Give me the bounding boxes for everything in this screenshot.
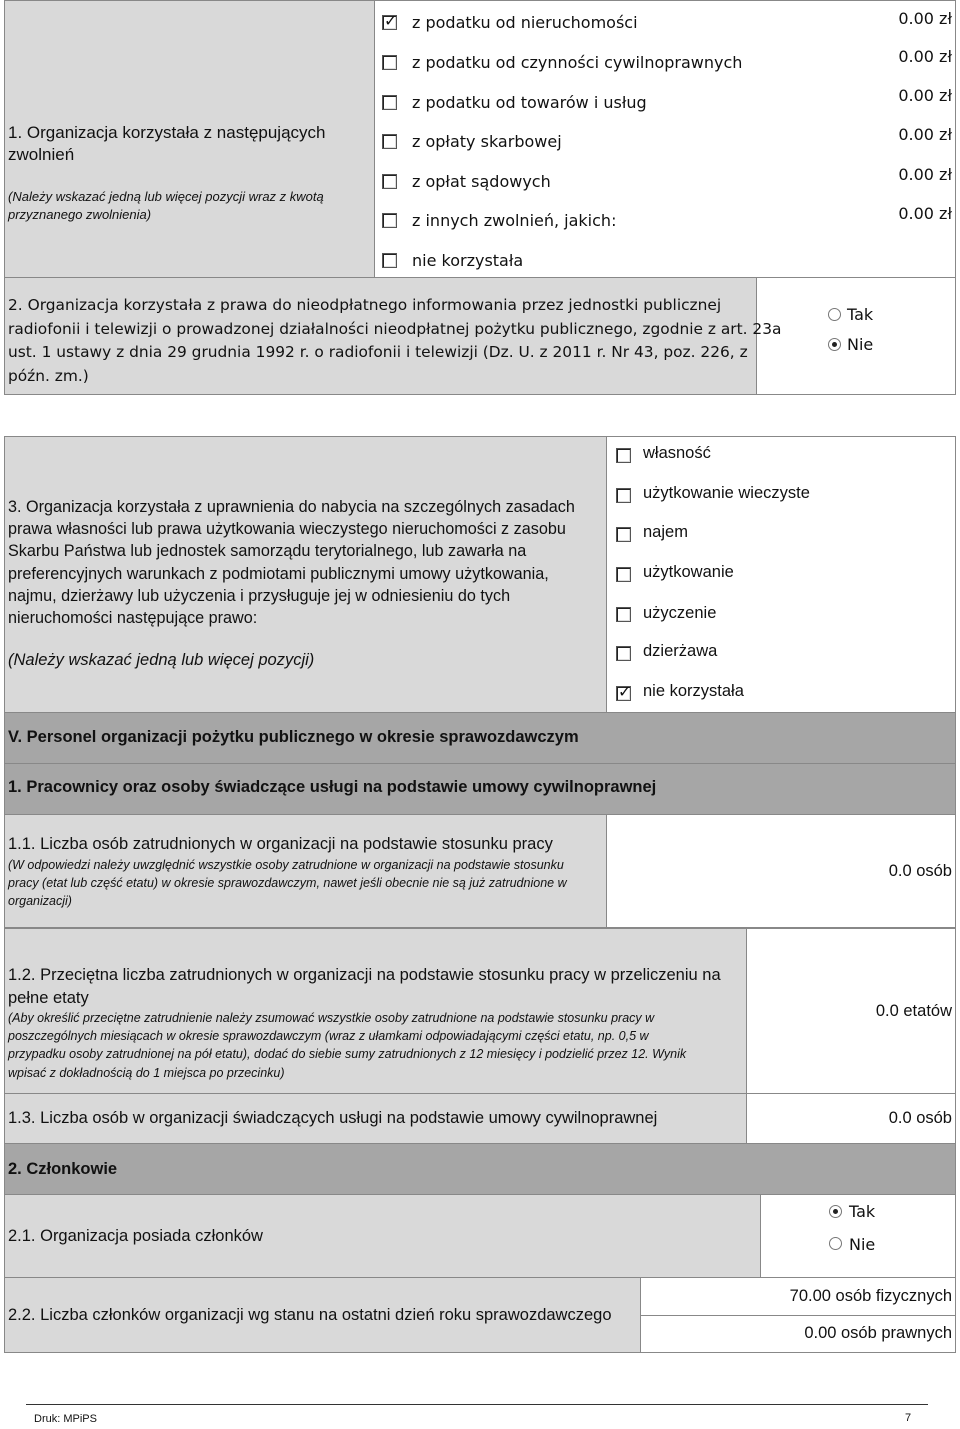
item11-note: (W odpowiedzi należy uwzględnić wszystkie osoby zatrudnione w organizacji na podstawie stosunku pracy (etat lub część etatu) w okresie sprawozdawczym, nawet jeśli obecnie nie są już zatrudnione w organizacji) bbox=[8, 858, 567, 908]
radio-selected-dot bbox=[832, 342, 837, 347]
checkbox[interactable] bbox=[382, 253, 397, 268]
item22-title: 2.2. Liczba członków organizacji wg stanu na ostatni dzień roku sprawozdawczego bbox=[8, 1306, 612, 1324]
item12-title: 1.2. Przeciętna liczba zatrudnionych w organizacji na podstawie stosunku pracy w przeliczeniu na pełne etaty bbox=[8, 966, 721, 1007]
radio-selected-dot bbox=[833, 1209, 838, 1214]
members-legal-value: 0.00 osób prawnych bbox=[804, 1324, 952, 1342]
radio-label: Nie bbox=[847, 335, 874, 354]
item22-divider bbox=[640, 1315, 956, 1316]
option-label: użytkowanie bbox=[643, 563, 734, 581]
item11-title: 1.1. Liczba osób zatrudnionych w organizacji na podstawie stosunku pracy bbox=[8, 835, 553, 853]
members-physical-value: 70.00 osób fizycznych bbox=[789, 1287, 952, 1305]
footer-print-label: Druk: MPiPS bbox=[34, 1413, 97, 1425]
amount-value: 0.00 zł bbox=[898, 165, 952, 184]
checkbox[interactable] bbox=[616, 646, 631, 661]
fte-value: 0.0 etatów bbox=[875, 1002, 952, 1020]
option-label: dzierżawa bbox=[643, 642, 718, 660]
radio-label: Tak bbox=[849, 1202, 876, 1221]
amount-value: 0.00 zł bbox=[898, 47, 952, 66]
option-label: nie korzystała bbox=[643, 682, 744, 700]
option-label: nie korzystała bbox=[412, 251, 524, 270]
amount-value: 0.00 zł bbox=[898, 125, 952, 144]
amount-value: 0.00 zł bbox=[898, 9, 952, 28]
section2-text: 2. Organizacja korzystała z prawa do nieodpłatnego informowania przez jednostki publicznej radiofonii i telewizji o prowadzonej działalności nieodpłatnej pożytku publicznego, zgodnie z art. 23a ust. 1 ustawy z dnia 29 grudnia 1992 r. o radiofonii i telewizji (Dz. U. z 2011 r. Nr 43, poz. 226, z późn. zm.) bbox=[8, 296, 782, 385]
checkbox[interactable] bbox=[382, 213, 397, 228]
checkmark-icon: ✓ bbox=[618, 682, 632, 701]
item21-title: 2.1. Organizacja posiada członków bbox=[8, 1227, 263, 1245]
subsection2-title: 2. Członkowie bbox=[8, 1160, 118, 1178]
checkbox[interactable] bbox=[382, 134, 397, 149]
radio-button[interactable] bbox=[829, 1237, 842, 1250]
checkmark-icon: ✓ bbox=[384, 11, 398, 30]
checkbox[interactable] bbox=[616, 527, 631, 542]
section1-note: (Należy wskazać jedną lub więcej pozycji wraz z kwotą przyznanego zwolnienia) bbox=[8, 189, 324, 222]
checkbox[interactable] bbox=[382, 55, 397, 70]
option-label: z podatku od towarów i usług bbox=[412, 93, 647, 112]
option-label: własność bbox=[643, 444, 711, 462]
checkbox[interactable] bbox=[616, 567, 631, 582]
option-label: z podatku od czynności cywilnoprawnych bbox=[412, 53, 743, 72]
checkbox[interactable] bbox=[616, 448, 631, 463]
employees-count-value: 0.0 osób bbox=[888, 862, 952, 880]
checkbox[interactable] bbox=[616, 488, 631, 503]
option-label: z podatku od nieruchomości bbox=[412, 13, 638, 32]
item13-title: 1.3. Liczba osób w organizacji świadczących usługi na podstawie umowy cywilnoprawnej bbox=[8, 1109, 658, 1127]
checkbox[interactable] bbox=[382, 95, 397, 110]
civil-contract-count-value: 0.0 osób bbox=[888, 1109, 952, 1127]
option-label: z innych zwolnień, jakich: bbox=[412, 211, 617, 230]
radio-button[interactable] bbox=[829, 1205, 842, 1218]
checkbox[interactable] bbox=[382, 11, 398, 30]
checkbox[interactable] bbox=[382, 174, 397, 189]
amount-value: 0.00 zł bbox=[898, 204, 952, 223]
radio-label: Nie bbox=[849, 1235, 876, 1254]
radio-label: Tak bbox=[847, 305, 874, 324]
option-label: z opłaty skarbowej bbox=[412, 132, 562, 151]
option-label: z opłat sądowych bbox=[412, 172, 551, 191]
section3-text: 3. Organizacja korzystała z uprawnienia do nabycia na szczególnych zasadach prawa własności lub prawa użytkowania wieczystego nieruchomości z zasobu Skarbu Państwa lub jednostek samorządu terytorialnego, lub zawarła na preferencyjnych warunkach z podmiotami publicznymi umowy użytkowania, najmu, dzierżawy lub użyczenia i przysługuje jej w odniesieniu do tych nieruchomości następujące prawo: bbox=[8, 498, 575, 628]
radio-button[interactable] bbox=[828, 338, 841, 351]
checkbox[interactable] bbox=[616, 607, 631, 622]
option-label: użyczenie bbox=[643, 604, 717, 622]
section3-note: (Należy wskazać jedną lub więcej pozycji) bbox=[8, 651, 315, 669]
checkbox[interactable] bbox=[616, 682, 632, 701]
item12-note: (Aby określić przeciętne zatrudnienie należy zsumować wszystkie osoby zatrudnione na podstawie stosunku pracy w poszczególnych miesiącach w okresie sprawozdawczym (wraz z ułamkami odpowiadającymi części etatu, np. 0,5 w przypadku osoby zatrudnionej na pół etatu), dodać do siebie sumy zatrudnionych z 12 miesięcy i podzielić przez 12. Wynik wpisać z dokładnością do 1 miejsca po przecinku) bbox=[8, 1011, 687, 1080]
radio-button[interactable] bbox=[828, 308, 841, 321]
subsection1-title: 1. Pracownicy oraz osoby świadczące usługi na podstawie umowy cywilnoprawnej bbox=[8, 778, 657, 796]
option-label: najem bbox=[643, 523, 688, 541]
amount-column-border bbox=[954, 0, 956, 278]
sectionV-title: V. Personel organizacji pożytku publicznego w okresie sprawozdawczym bbox=[8, 728, 579, 746]
footer-rule bbox=[26, 1404, 928, 1405]
amount-value: 0.00 zł bbox=[898, 86, 952, 105]
section1-title: 1. Organizacja korzystała z następujących zwolnień bbox=[8, 123, 326, 164]
subsection2-header bbox=[4, 1144, 956, 1195]
page-number: 7 bbox=[905, 1412, 912, 1424]
option-label: użytkowanie wieczyste bbox=[643, 484, 810, 502]
